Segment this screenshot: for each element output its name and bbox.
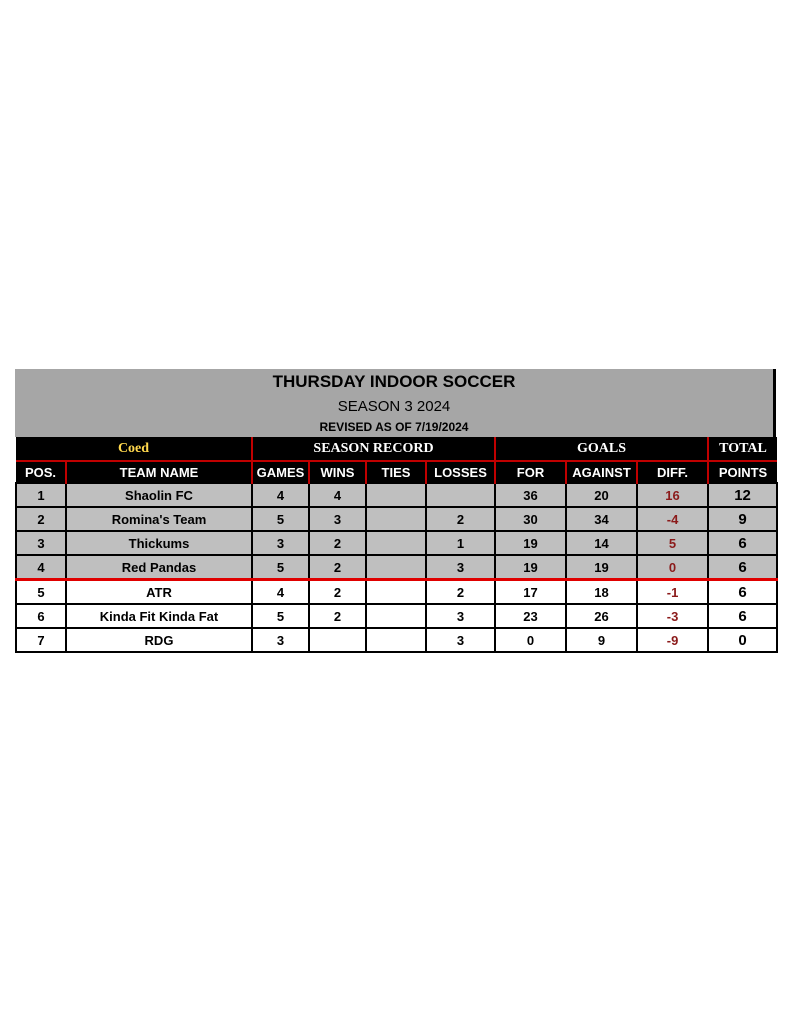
pos-cell: 3 (16, 531, 66, 555)
group-header-row (16, 437, 777, 461)
wins-cell: 2 (309, 555, 366, 580)
title-banner (15, 369, 776, 437)
points-cell: 6 (708, 604, 777, 628)
revised-date: REVISED AS OF 7/19/2024 (319, 420, 469, 434)
column-header: TIES (366, 461, 426, 483)
wins-cell: 2 (309, 531, 366, 555)
table-row (16, 555, 777, 580)
standings-table (15, 437, 778, 653)
season-record-group: SEASON RECORD (252, 437, 495, 461)
ties-cell (366, 604, 426, 628)
table-row (16, 580, 777, 605)
column-header: POS. (16, 461, 66, 483)
team-name-cell: Thickums (66, 531, 252, 555)
wins-cell: 4 (309, 483, 366, 507)
losses-cell: 2 (426, 580, 495, 605)
goal-diff-cell: -1 (637, 580, 708, 605)
pos-cell: 1 (16, 483, 66, 507)
standings-sheet (15, 369, 776, 653)
goals-against-cell: 18 (566, 580, 637, 605)
column-header-row (16, 461, 777, 483)
column-header: AGAINST (566, 461, 637, 483)
pos-cell: 5 (16, 580, 66, 605)
goals-for-cell: 36 (495, 483, 566, 507)
points-cell: 6 (708, 555, 777, 580)
goal-diff-cell: -3 (637, 604, 708, 628)
column-header: LOSSES (426, 461, 495, 483)
table-row (16, 628, 777, 652)
games-cell: 5 (252, 555, 309, 580)
goals-against-cell: 34 (566, 507, 637, 531)
season-label: SEASON 3 2024 (337, 398, 451, 415)
games-cell: 5 (252, 507, 309, 531)
goals-for-cell: 19 (495, 531, 566, 555)
goals-against-cell: 20 (566, 483, 637, 507)
games-cell: 3 (252, 531, 309, 555)
team-name-cell: Shaolin FC (66, 483, 252, 507)
column-header: FOR (495, 461, 566, 483)
wins-cell: 2 (309, 580, 366, 605)
losses-cell: 3 (426, 628, 495, 652)
goal-diff-cell: 16 (637, 483, 708, 507)
table-row (16, 507, 777, 531)
goals-for-cell: 0 (495, 628, 566, 652)
points-cell: 6 (708, 580, 777, 605)
column-header: WINS (309, 461, 366, 483)
points-cell: 9 (708, 507, 777, 531)
total-group: TOTAL (708, 437, 777, 461)
wins-cell (309, 628, 366, 652)
losses-cell: 2 (426, 507, 495, 531)
goal-diff-cell: 5 (637, 531, 708, 555)
goals-against-cell: 9 (566, 628, 637, 652)
ties-cell (366, 555, 426, 580)
pos-cell: 2 (16, 507, 66, 531)
goals-against-cell: 19 (566, 555, 637, 580)
goals-group: GOALS (495, 437, 708, 461)
ties-cell (366, 507, 426, 531)
goals-for-cell: 30 (495, 507, 566, 531)
goal-diff-cell: -4 (637, 507, 708, 531)
goals-against-cell: 26 (566, 604, 637, 628)
losses-cell: 3 (426, 604, 495, 628)
table-row (16, 604, 777, 628)
losses-cell (426, 483, 495, 507)
division-label: Coed (16, 437, 252, 461)
pos-cell: 6 (16, 604, 66, 628)
goal-diff-cell: 0 (637, 555, 708, 580)
team-name-cell: RDG (66, 628, 252, 652)
pos-cell: 4 (16, 555, 66, 580)
column-header: POINTS (708, 461, 777, 483)
table-row (16, 483, 777, 507)
games-cell: 3 (252, 628, 309, 652)
ties-cell (366, 628, 426, 652)
wins-cell: 2 (309, 604, 366, 628)
column-header: DIFF. (637, 461, 708, 483)
team-name-cell: ATR (66, 580, 252, 605)
goals-for-cell: 19 (495, 555, 566, 580)
ties-cell (366, 531, 426, 555)
column-header: GAMES (252, 461, 309, 483)
goals-for-cell: 23 (495, 604, 566, 628)
table-row (16, 531, 777, 555)
team-name-cell: Red Pandas (66, 555, 252, 580)
games-cell: 4 (252, 580, 309, 605)
points-cell: 12 (708, 483, 777, 507)
games-cell: 5 (252, 604, 309, 628)
page-title: THURSDAY INDOOR SOCCER (272, 372, 516, 391)
column-header: TEAM NAME (66, 461, 252, 483)
wins-cell: 3 (309, 507, 366, 531)
losses-cell: 3 (426, 555, 495, 580)
points-cell: 0 (708, 628, 777, 652)
games-cell: 4 (252, 483, 309, 507)
points-cell: 6 (708, 531, 777, 555)
team-name-cell: Romina's Team (66, 507, 252, 531)
goals-for-cell: 17 (495, 580, 566, 605)
ties-cell (366, 483, 426, 507)
losses-cell: 1 (426, 531, 495, 555)
pos-cell: 7 (16, 628, 66, 652)
team-name-cell: Kinda Fit Kinda Fat (66, 604, 252, 628)
ties-cell (366, 580, 426, 605)
goals-against-cell: 14 (566, 531, 637, 555)
goal-diff-cell: -9 (637, 628, 708, 652)
